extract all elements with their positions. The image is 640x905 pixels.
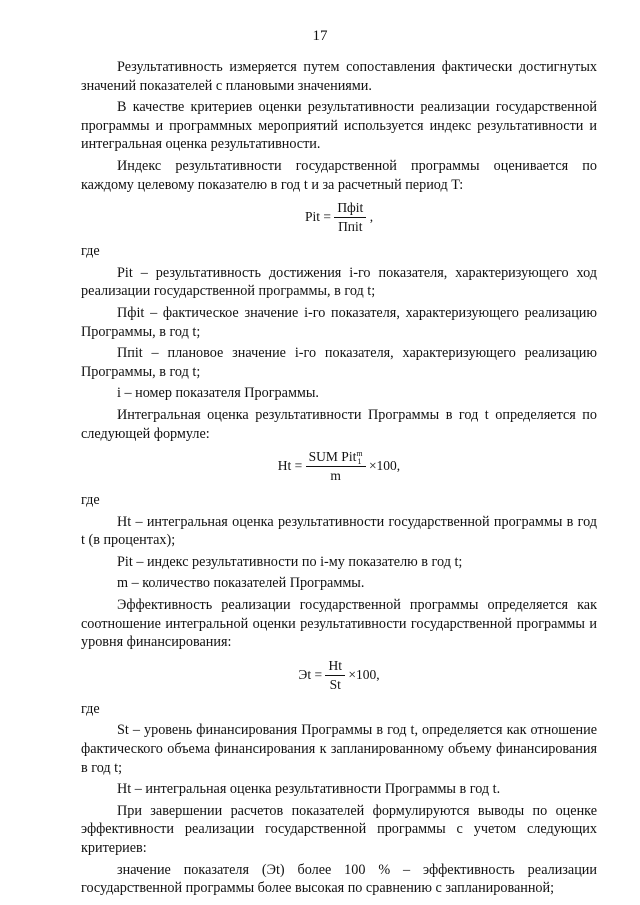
formula-numerator: Пфit <box>334 199 366 218</box>
definition: Пфit – фактическое значение i-го показателя, характеризующего реализацию Программы, в год t; <box>81 304 597 340</box>
paragraph: Эффективность реализации государственной программы определяется как соотношение интегральной оценки результативности государственной программы и уровня финансирования: <box>81 597 597 651</box>
formula-numerator <box>306 448 366 467</box>
document-body <box>81 58 597 901</box>
where-label: где <box>81 492 100 509</box>
where-label: где <box>81 700 100 717</box>
definition: Pit – результативность достижения i-го показателя, характеризующего ход реализации государственной программы, в год t; <box>81 264 597 300</box>
paragraph: значение показателя (Эt) более 100 % – эффективность реализации государственной программы более высокая по сравнению с запланированной; <box>81 861 597 897</box>
paragraph: Результативность измеряется путем сопоставления фактически достигнутых значений показателей с плановыми значениями. <box>81 59 597 94</box>
definition: Ht – интегральная оценка результативности государственной программы в год t (в процентах); <box>81 513 597 549</box>
definition: Pit – индекс результативности по i-му показателю в год t; <box>117 553 463 570</box>
definition: i – номер показателя Программы. <box>117 385 319 402</box>
formula-integral-score <box>81 448 597 485</box>
formula-result-index <box>81 199 597 236</box>
definition: Ппit – плановое значение i-го показателя, характеризующего реализацию Программы, в год t; <box>81 345 597 380</box>
definition: Ht – интегральная оценка результативности Программы в год t. <box>117 781 501 798</box>
paragraph: Интегральная оценка результативности Программы в год t определяется по следующей формуле: <box>81 406 597 442</box>
formula-denominator: m <box>330 468 341 484</box>
formula-fraction <box>325 657 345 694</box>
formula-subscript: 1 <box>357 457 362 466</box>
formula-efficiency <box>81 657 597 694</box>
formula-rhs: , <box>369 209 374 225</box>
formula-rhs: ×100, <box>368 458 401 474</box>
formula-denominator: Ппit <box>338 219 363 235</box>
definition: m – количество показателей Программы. <box>117 575 365 592</box>
where-label: где <box>81 243 100 260</box>
formula-rhs: ×100, <box>348 667 380 683</box>
formula-fraction <box>334 199 366 236</box>
definition: St – уровень финансирования Программы в год t, определяется как отношение фактического объема финансирования к запланированному объему финансирования в год t; <box>81 722 597 776</box>
paragraph: При завершении расчетов показателей формулируются выводы по оценке эффективности реализации государственной программы с учетом следующих критериев: <box>81 802 597 856</box>
formula-superscript: m <box>356 449 363 458</box>
page-number: 17 <box>312 28 328 44</box>
formula-denominator: St <box>329 676 341 692</box>
paragraph: В качестве критериев оценки результативности реализации государственной программы и программных мероприятий используется индекс результативности и интегральная оценка результативности. <box>81 99 597 153</box>
formula-numerator: Ht <box>325 657 345 676</box>
formula-fraction <box>306 448 366 485</box>
paragraph: Индекс результативности государственной программы оценивается по каждому целевому показателю в год t и за расчетный период T: <box>81 157 597 193</box>
formula-lhs: Pit = <box>304 209 331 225</box>
formula-lhs: Ht = <box>277 458 303 474</box>
formula-lhs: Эt = <box>298 667 323 683</box>
formula-numerator-main: SUM Pit <box>308 449 357 465</box>
